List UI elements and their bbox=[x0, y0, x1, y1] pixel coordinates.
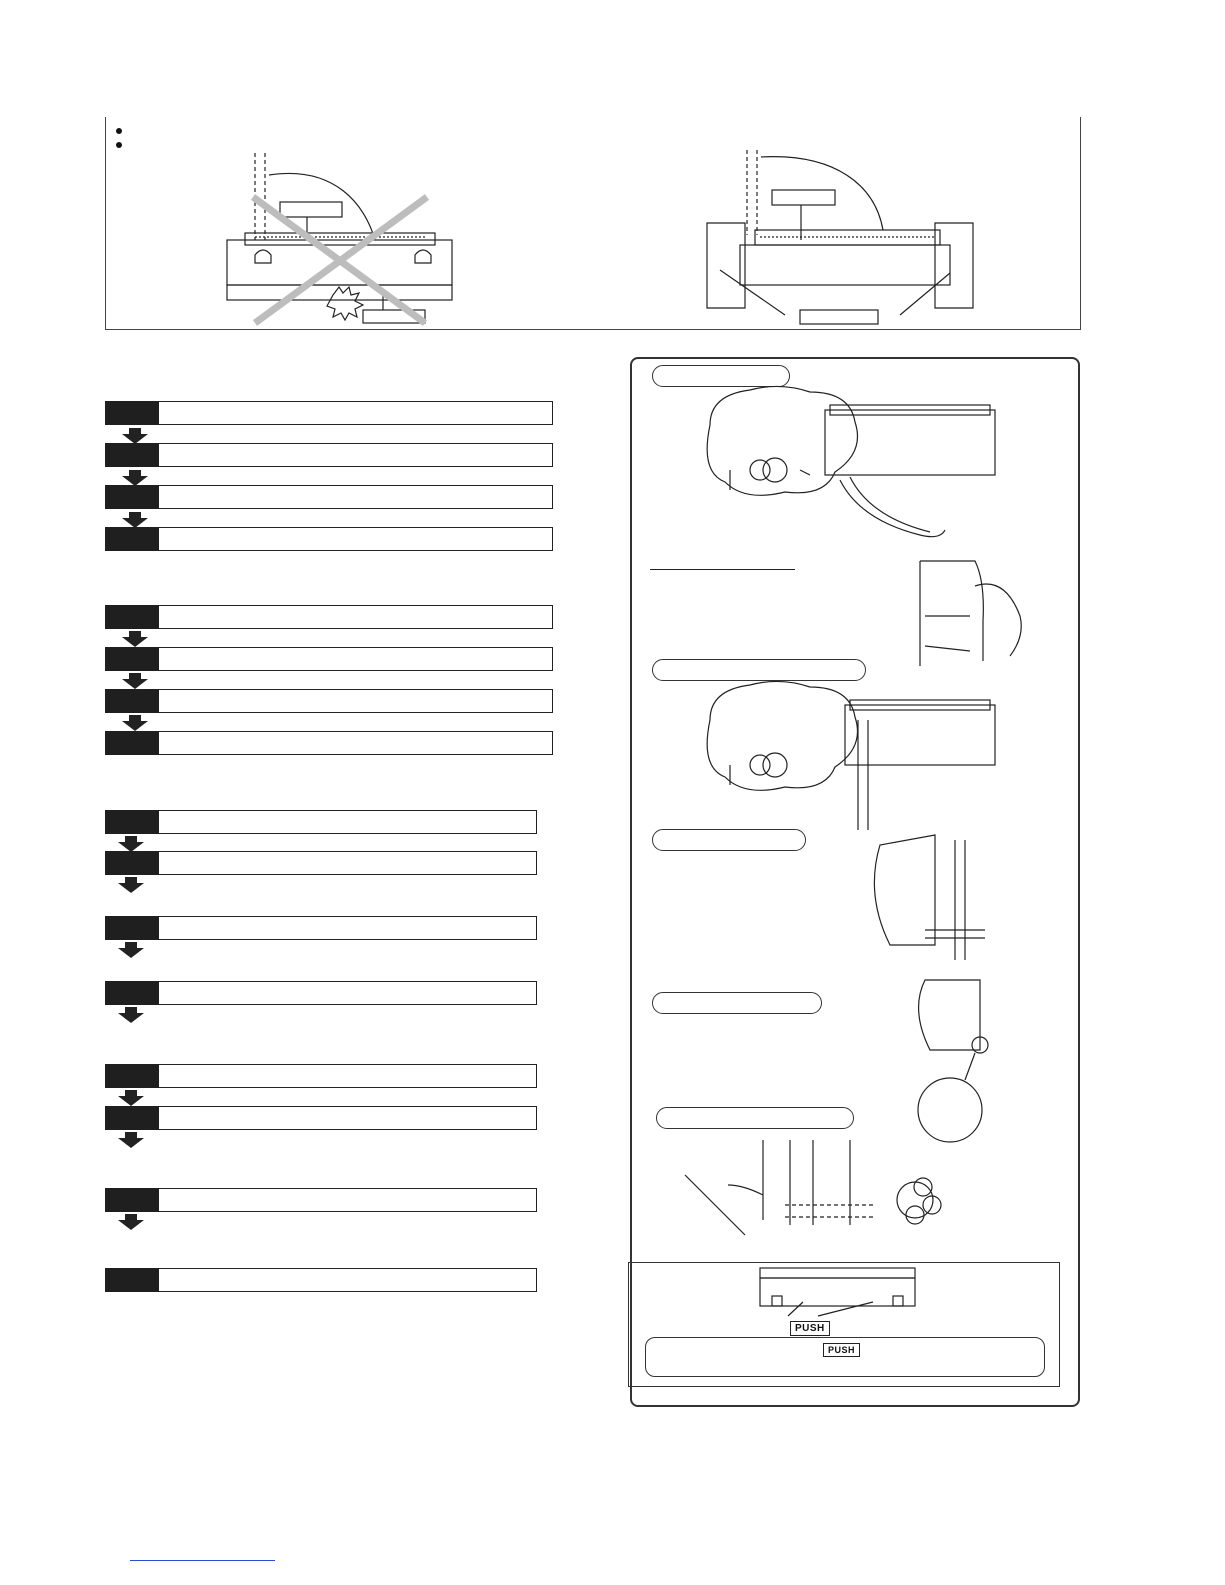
left-piping-illustration bbox=[700, 680, 1010, 830]
step-row bbox=[105, 485, 553, 509]
down-arrow-icon bbox=[118, 877, 144, 893]
underline-rule bbox=[650, 569, 795, 570]
down-arrow-icon bbox=[118, 1214, 144, 1230]
step-tab bbox=[105, 916, 159, 940]
step-tab bbox=[105, 981, 159, 1005]
step-tab bbox=[105, 810, 159, 834]
section-pill bbox=[652, 365, 790, 387]
down-arrow-icon bbox=[122, 512, 148, 528]
step-tab bbox=[105, 1106, 159, 1130]
step-tab bbox=[105, 1064, 159, 1088]
side-handle-illustration bbox=[915, 556, 1035, 671]
section-pill bbox=[652, 992, 822, 1014]
step-row bbox=[105, 605, 553, 629]
down-arrow-icon bbox=[118, 1007, 144, 1023]
step-row bbox=[105, 401, 553, 425]
wrong-placement-illustration bbox=[215, 145, 465, 330]
step-tab bbox=[105, 731, 159, 755]
section-pill bbox=[656, 1107, 854, 1129]
push-label-inline: PUSH bbox=[823, 1343, 860, 1357]
step-tab bbox=[105, 689, 159, 713]
warning-cross-icon bbox=[253, 197, 427, 323]
down-arrow-icon bbox=[118, 942, 144, 958]
step-row bbox=[105, 1064, 537, 1088]
down-arrow-icon bbox=[122, 428, 148, 444]
step-row bbox=[105, 1268, 537, 1292]
step-row bbox=[105, 916, 537, 940]
down-arrow-icon bbox=[122, 715, 148, 731]
step-row bbox=[105, 443, 553, 467]
step-tab bbox=[105, 605, 159, 629]
down-arrow-icon bbox=[118, 1132, 144, 1148]
step-row bbox=[105, 689, 553, 713]
section-pill bbox=[652, 659, 866, 681]
step-row bbox=[105, 1106, 537, 1130]
drain-zoom-illustration bbox=[905, 975, 1005, 1150]
step-tab bbox=[105, 527, 159, 551]
step-row bbox=[105, 1188, 537, 1212]
pipe-wrap-illustration bbox=[675, 1135, 965, 1245]
step-tab bbox=[105, 401, 159, 425]
step-row bbox=[105, 647, 553, 671]
step-tab bbox=[105, 851, 159, 875]
step-tab bbox=[105, 443, 159, 467]
step-row bbox=[105, 981, 537, 1005]
step-tab bbox=[105, 647, 159, 671]
side-view-illustration bbox=[870, 835, 1010, 965]
footer-link[interactable] bbox=[130, 1560, 275, 1561]
step-row bbox=[105, 731, 553, 755]
bullet-icon bbox=[116, 128, 122, 134]
step-row bbox=[105, 527, 553, 551]
step-tab bbox=[105, 1188, 159, 1212]
bullet-icon bbox=[116, 142, 122, 148]
down-arrow-icon bbox=[122, 631, 148, 647]
down-arrow-icon bbox=[122, 673, 148, 689]
step-tab bbox=[105, 1268, 159, 1292]
down-arrow-icon bbox=[118, 1090, 144, 1106]
front-panel-illustration bbox=[758, 1266, 918, 1316]
section-pill bbox=[652, 829, 806, 851]
correct-placement-illustration bbox=[705, 145, 975, 330]
step-tab bbox=[105, 485, 159, 509]
step-row bbox=[105, 810, 537, 834]
step-row bbox=[105, 851, 537, 875]
down-arrow-icon bbox=[122, 470, 148, 486]
down-arrow-icon bbox=[118, 836, 144, 852]
rear-piping-illustration bbox=[700, 385, 1010, 545]
push-label: PUSH bbox=[790, 1321, 830, 1336]
